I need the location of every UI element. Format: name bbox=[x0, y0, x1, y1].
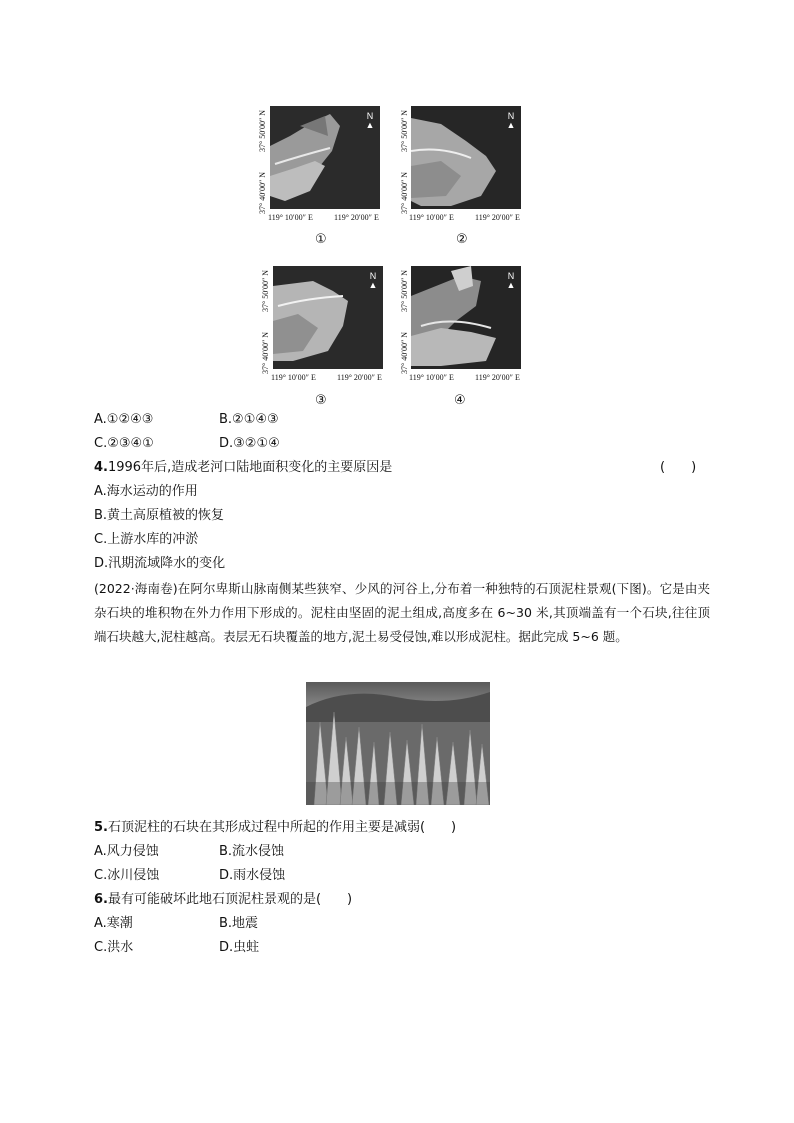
map-label-3: ③ bbox=[315, 393, 327, 408]
lon-label-left-1: 119° 10′00″ E bbox=[268, 213, 313, 222]
q4-answer-paren: ( ) bbox=[660, 460, 697, 475]
lat-label-bottom-2: 37° 40′00″ N bbox=[400, 171, 409, 214]
north-arrow-4: N ▲ bbox=[506, 271, 516, 290]
north-arrow-1: N ▲ bbox=[365, 111, 375, 130]
q4-stem-text: 1996年后,造成老河口陆地面积变化的主要原因是 bbox=[107, 460, 393, 475]
q6-stem bbox=[94, 891, 352, 909]
lat-label-bottom-4: 37° 40′00″ N bbox=[400, 331, 409, 374]
q4-option-c: C.上游水库的冲淤 bbox=[94, 532, 199, 547]
lon-label-right-4: 119° 20′00″ E bbox=[475, 373, 520, 382]
passage-text: (2022·海南卷)在阿尔卑斯山脉南侧某些狭窄、少风的河谷上,分布着一种独特的石顶泥柱景观(下图)。它是由夹杂石块的堆积物在外力作用下形成的。泥柱由坚固的泥土组成,高度多在 6~30 米,其顶端盖有一个石块,往往顶端石块越大,泥柱越高。表层无石块覆盖的地方,泥土易受侵蚀,难以形成泥柱。据此完成 5~6 题。 bbox=[94, 581, 710, 644]
q6-number: 6. bbox=[94, 892, 108, 907]
satellite-map-4 bbox=[411, 266, 521, 369]
q3-option-b: B.②①④③ bbox=[219, 412, 279, 427]
q5-option-d: D.雨水侵蚀 bbox=[219, 868, 286, 883]
q5-option-b: B.流水侵蚀 bbox=[219, 844, 285, 859]
lon-label-left-2: 119° 10′00″ E bbox=[409, 213, 454, 222]
lon-label-left-4: 119° 10′00″ E bbox=[409, 373, 454, 382]
lat-label-top-3: 37° 50′00″ N bbox=[261, 269, 270, 312]
q4-option-a: A.海水运动的作用 bbox=[94, 484, 198, 499]
satellite-map-2 bbox=[411, 106, 521, 209]
q5-number: 5. bbox=[94, 820, 108, 835]
lat-label-top-2: 37° 50′00″ N bbox=[400, 109, 409, 152]
q5-option-c: C.冰川侵蚀 bbox=[94, 868, 160, 883]
q3-option-a: A.①②④③ bbox=[94, 412, 154, 427]
north-arrow-2: N ▲ bbox=[506, 111, 516, 130]
q6-option-d: D.虫蛀 bbox=[219, 940, 260, 955]
earth-pillar-photo bbox=[306, 682, 490, 805]
map-label-1: ① bbox=[315, 232, 327, 247]
lat-label-top-4: 37° 50′00″ N bbox=[400, 269, 409, 312]
q3-option-c: C.②③④① bbox=[94, 436, 154, 451]
q3-option-d: D.③②①④ bbox=[219, 436, 280, 451]
north-arrow-3: N ▲ bbox=[368, 271, 378, 290]
satellite-map-3 bbox=[273, 266, 383, 369]
lon-label-right-2: 119° 20′00″ E bbox=[475, 213, 520, 222]
earth-pillar-image bbox=[306, 682, 490, 805]
q6-stem-text: 最有可能破坏此地石顶泥柱景观的是( ) bbox=[107, 892, 353, 907]
map-label-4: ④ bbox=[454, 393, 466, 408]
q5-stem-text: 石顶泥柱的石块在其形成过程中所起的作用主要是减弱( ) bbox=[107, 820, 457, 835]
q4-option-b: B.黄土高原植被的恢复 bbox=[94, 508, 225, 523]
lat-label-bottom-3: 37° 40′00″ N bbox=[261, 331, 270, 374]
q6-option-b: B.地震 bbox=[219, 916, 259, 931]
q5-stem bbox=[94, 819, 456, 837]
satellite-map-1 bbox=[270, 106, 380, 209]
lon-label-right-3: 119° 20′00″ E bbox=[337, 373, 382, 382]
lon-label-left-3: 119° 10′00″ E bbox=[271, 373, 316, 382]
map-label-2: ② bbox=[456, 232, 468, 247]
q4-number: 4. bbox=[94, 460, 108, 475]
q4-stem bbox=[94, 459, 392, 477]
lon-label-right-1: 119° 20′00″ E bbox=[334, 213, 379, 222]
lat-label-bottom-1: 37° 40′00″ N bbox=[258, 171, 267, 214]
q6-option-c: C.洪水 bbox=[94, 940, 134, 955]
q4-option-d: D.汛期流域降水的变化 bbox=[94, 556, 226, 571]
lat-label-top-1: 37° 50′00″ N bbox=[258, 109, 267, 152]
q6-option-a: A.寒潮 bbox=[94, 916, 133, 931]
q5-option-a: A.风力侵蚀 bbox=[94, 844, 159, 859]
